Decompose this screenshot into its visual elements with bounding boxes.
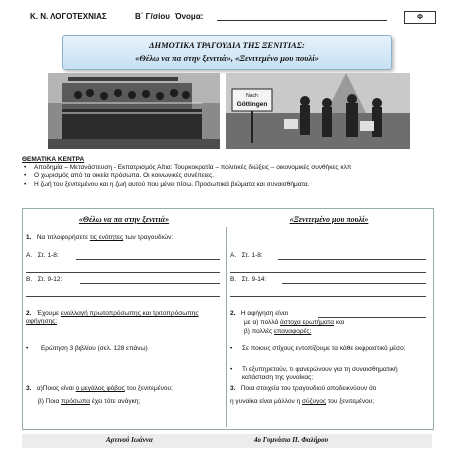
left-q1 [26,234,173,242]
right-q3-line2: η γυναίκα είναι μάλλον η σύζυγος του ξενιτεμένου; [230,398,375,405]
right-q2-line2: με α) πολλά άστοχα ερωτήματα και [244,319,345,326]
q2-emphasis-a: άστοχα ερωτήματα [280,319,335,326]
name-label: Όνομα: [175,12,204,21]
part-b-label: Β. [230,276,237,283]
footer-school: 4ο Γυμνάσιο Π. Φαλήρου [254,436,329,444]
left-part-b [26,276,62,284]
themes-list [22,164,432,189]
right-part-b-answer[interactable] [282,283,426,284]
left-part-a [26,252,59,260]
q3-number: 3. [230,385,236,392]
banner-title: ΔΗΜΟΤΙΚΑ ΤΡΑΓΟΥΔΙΑ ΤΗΣ ΞΕΝΙΤΙΑΣ: [149,40,305,50]
themes-heading: ΘΕΜΑΤΙΚΑ ΚΕΝΤΡΑ [22,156,85,163]
q3-emphasis: σύζυγος [302,398,327,405]
left-part-a-answer-2[interactable] [26,272,220,273]
right-part-a [230,252,263,260]
q3-number: 3. [26,385,32,392]
left-q2 [26,310,224,327]
left-q3b [38,398,140,406]
q2-number: 2. [26,310,32,317]
right-q2 [230,310,288,318]
q1-text: Να τιτλοφορήσετε [36,234,88,241]
theme-item: • Αποδημία – Μετανάστευση - Εκπατρισμός Αίτια: Τουρκοκρατία – πολιτικές διώξεις – οικονομικές συνθήκες κλπ [22,164,432,172]
q3a-text: α)Ποιος είναι [36,385,74,392]
banner-subtitle: «Θέλω να πα στην ξενιτιά», «Ξενιτεμένο μου πουλί» [135,53,319,63]
part-a-label: Α. [26,252,33,259]
right-q3 [230,385,377,393]
part-b-label: Β. [26,276,33,283]
left-q2-bullet: • Ερώτηση 3 βιβλίου (σελ. 128 επάνω) [26,345,148,352]
theme-item: • Η ζωή του ξενιτεμένου και η ζωή αυτού που μένει πίσω. Προσωπικά βιώματα και συναισθήματα. [22,181,432,189]
left-part-b-answer-2[interactable] [26,296,220,297]
q2-text: Η αφήγηση είναι [240,310,289,317]
sign-line2: Göttingen [236,101,268,108]
q1-emphasis: τις ενότητες [89,234,124,241]
title-banner [62,35,392,70]
course-title: Κ. Ν. ΛΟΓΟΤΕΧΝΙΑΣ [30,12,107,21]
part-b-lines: Στ. 9-12: [37,276,63,283]
class-label: Β΄ Γ/σίου [135,12,170,21]
sheet-code-box: Φ [404,11,436,24]
q3-text: Ποια στοιχεία του τραγουδιού αποδεικνύουν ότι [240,385,377,392]
q2-emphasis: εναλλαγή πρωτοπρόσωπης και τριτοπρόσωπης αφήγησης: [26,310,199,326]
q2-text: Έχουμε [36,310,59,317]
left-poem-title: «Θέλω να πα στην ξενιτιά» [78,215,170,224]
sign-line1: Nach [246,93,258,99]
right-bullet-2: • Τι εξυπηρετούν, τι φανερώνουν για τη συναισθηματική κατάσταση της γυναίκας; [230,366,420,383]
q1-text-end: των τραγουδιών: [125,234,174,241]
q3a-text-end: του ξενιτεμένου; [126,385,173,392]
part-a-label: Α. [230,252,237,259]
page-header [22,11,434,25]
part-b-lines: Στ. 9-14: [241,276,267,283]
right-part-a-answer-2[interactable] [230,272,426,273]
gottingen-sign-photo [226,73,410,149]
left-part-a-answer[interactable] [76,259,220,260]
q3b-text: β) Ποια [38,398,60,405]
page-footer [22,434,432,448]
bullet2-text: Τι εξυπηρετούν, τι φανερώνουν για τη συναισθηματική κατάσταση της γυναίκας; [242,366,398,382]
right-q2-answer[interactable] [318,317,426,318]
right-part-b [230,276,266,284]
left-part-b-answer[interactable] [80,283,220,284]
q2-bullet-text: Ερώτηση 3 βιβλίου (σελ. 128 επάνω) [40,345,148,352]
q2-number: 2. [230,310,236,317]
q3b-text-end: έχει τότε ανάγκη; [91,398,141,405]
footer-author: Αρτινού Ιωάννα [106,436,153,444]
emigrant-ship-photo [48,73,220,149]
right-q2-line3: β) πολλές επαναφορές: [244,328,312,335]
q1-number: 1. [26,234,32,241]
left-q3 [26,385,224,393]
right-part-b-answer-2[interactable] [230,296,426,297]
q3a-emphasis: ο μεγάλος φόβος [75,385,125,392]
part-a-lines: Στ. 1-8: [37,252,59,259]
bullet1-text: Σε ποιους στίχους εντοπίζουμε τα κάθε εκφραστικό μέσο; [242,345,406,352]
part-a-lines: Στ. 1-8: [241,252,263,259]
q3b-emphasis: πρόσωπα [61,398,90,405]
right-part-a-answer[interactable] [278,259,426,260]
q2-emphasis-b: επαναφορές: [273,328,312,335]
theme-item: • Ο χωρισμός από τα οικεία πρόσωπα. Οι κοινωνικές συνέπειες. [22,172,432,180]
column-divider [226,227,227,427]
right-poem-title: «Ξενιτεμένο μου πουλί» [289,215,369,224]
name-field[interactable] [217,20,387,21]
right-bullet-1: • Σε ποιους στίχους εντοπίζουμε τα κάθε εκφραστικό μέσο; [230,345,420,353]
